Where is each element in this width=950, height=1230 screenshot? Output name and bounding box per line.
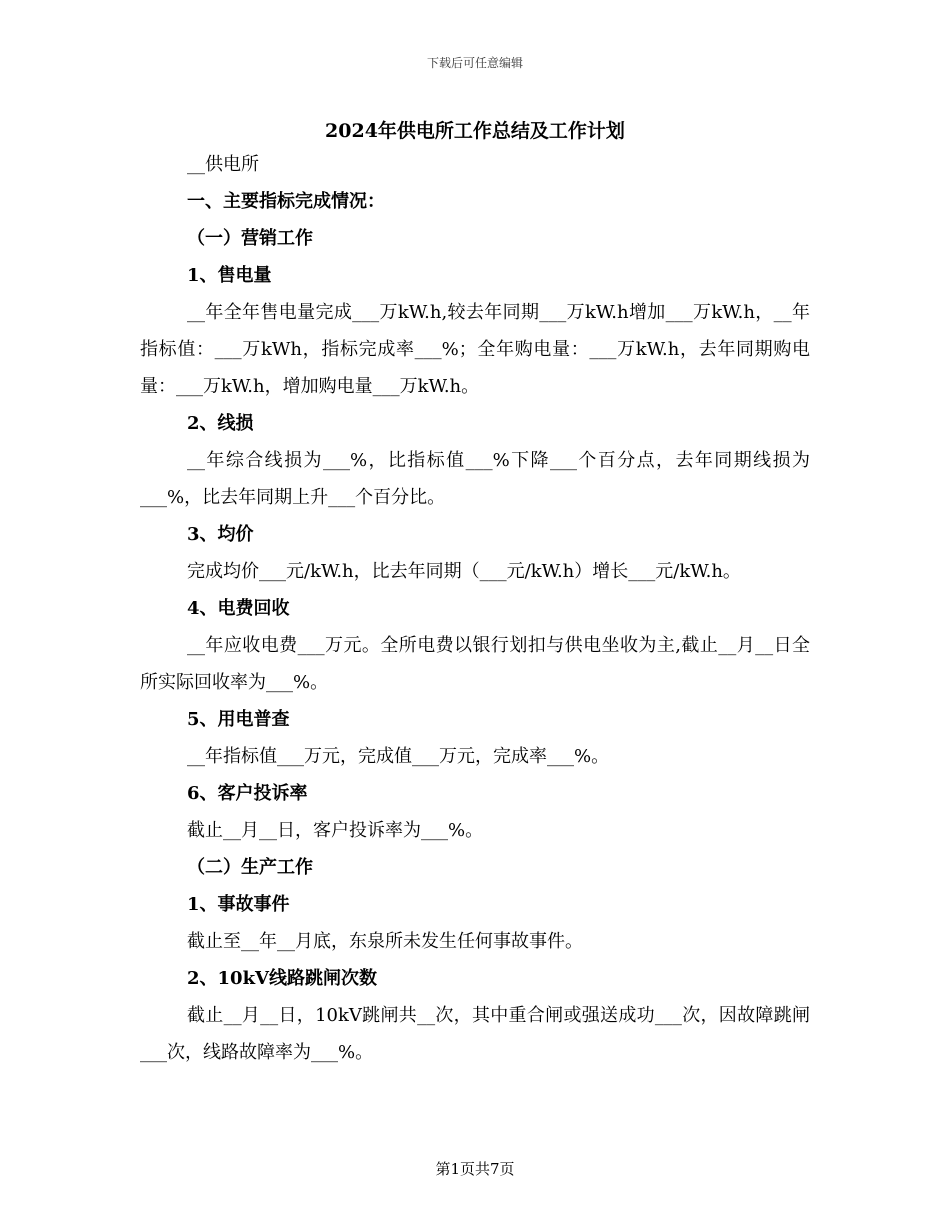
document-title: 2024年供电所工作总结及工作计划 xyxy=(325,120,625,142)
org-name: __供电所 xyxy=(187,154,259,175)
item-text-sales: __年全年售电量完成___万kW.h,较去年同期___万kW.h增加___万kW.h，__年指标值：___万kWh，指标完成率___%；全年购电量：___万kW.h，去年同期购电量：___万kW.h，增加购电量___万kW.h。 xyxy=(140,302,810,397)
item-text-avg-price: 完成均价___元/kW.h，比去年同期（___元/kW.h）增长___元/kW.h。 xyxy=(187,561,741,582)
item-text-complaint-rate: 截止__月__日，客户投诉率为___%。 xyxy=(187,820,484,841)
item-heading-sales: 1、售电量 xyxy=(187,265,272,286)
subsection-heading-production: （二）生产工作 xyxy=(187,857,313,878)
item-text-fee-recovery: __年应收电费___万元。全所电费以银行划扣与供电坐收为主,截止__月__日全所实际回收率为___%。 xyxy=(140,635,810,693)
item-heading-usage-survey: 5、用电普查 xyxy=(187,709,290,730)
page-header: 下载后可任意编辑 xyxy=(426,56,523,70)
item-heading-line-loss: 2、线损 xyxy=(187,413,254,434)
page-footer: 第1页共7页 xyxy=(435,1160,515,1178)
item-heading-accidents: 1、事故事件 xyxy=(187,894,290,915)
item-text-usage-survey: __年指标值___万元，完成值___万元，完成率___%。 xyxy=(187,746,610,767)
item-text-accidents: 截止至__年__月底，东泉所未发生任何事故事件。 xyxy=(187,931,583,952)
item-heading-trips: 2、10kV线路跳闸次数 xyxy=(187,968,378,989)
item-heading-fee-recovery: 4、电费回收 xyxy=(187,598,290,619)
item-heading-avg-price: 3、均价 xyxy=(187,524,254,545)
item-text-line-loss: __年综合线损为___%，比指标值___%下降___个百分点，去年同期线损为___%，比去年同期上升___个百分比。 xyxy=(140,450,810,508)
subsection-heading-marketing: （一）营销工作 xyxy=(187,228,313,249)
item-text-trips: 截止__月__日，10kV跳闸共__次，其中重合闸或强送成功___次，因故障跳闸___次，线路故障率为___%。 xyxy=(140,1005,810,1063)
document-body xyxy=(140,146,810,1071)
item-heading-complaint-rate: 6、客户投诉率 xyxy=(187,783,308,804)
section-heading-1: 一、主要指标完成情况： xyxy=(187,191,385,212)
